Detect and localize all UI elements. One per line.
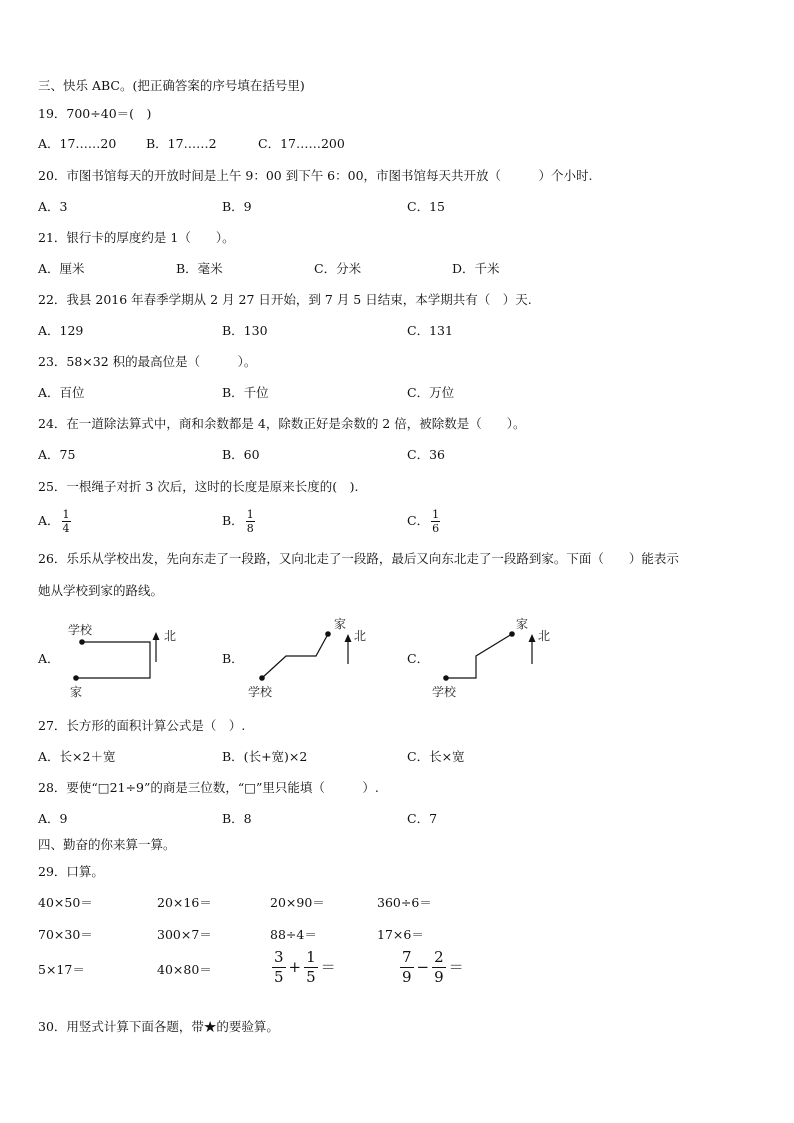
- north-arrow-icon: [345, 634, 352, 642]
- fraction-calc-2: [400, 950, 467, 985]
- label-home: 家: [334, 617, 347, 631]
- q21-option-b: B．毫米: [176, 261, 223, 276]
- label-north: 北: [538, 629, 551, 643]
- calc-item: 300×7＝: [157, 927, 212, 942]
- q23-option-c: C．万位: [407, 385, 455, 400]
- q26-option-a-label: A．: [38, 651, 60, 666]
- q27-option-b: B．(长+宽)×2: [222, 749, 308, 764]
- north-arrow-icon: [153, 632, 160, 640]
- north-arrow-icon: [529, 634, 536, 642]
- operator: −: [416, 958, 430, 976]
- question-23: 23．58×32 积的最高位是（ ）。: [38, 354, 257, 369]
- calc-item: 17×6＝: [377, 927, 424, 942]
- calc-item: 5×17＝: [38, 962, 85, 977]
- q28-option-a: A．9: [38, 811, 68, 826]
- q25-option-c: [407, 509, 440, 534]
- fraction: [432, 950, 446, 985]
- numerator: 1: [306, 948, 316, 966]
- q24-option-a: A．75: [38, 447, 76, 462]
- calc-item: 360÷6＝: [377, 895, 432, 910]
- question-29: 29．口算。: [38, 864, 104, 879]
- denominator: 9: [402, 968, 412, 986]
- denominator: 8: [246, 522, 254, 535]
- label-home: 家: [70, 685, 83, 699]
- q26-option-b-label: B．: [222, 651, 244, 666]
- q21-option-c: C．分米: [314, 261, 362, 276]
- fraction: [431, 509, 440, 534]
- q25-option-a: [38, 509, 71, 534]
- equals-sign: ＝: [448, 958, 464, 976]
- q22-option-b: B．130: [222, 323, 268, 338]
- q23-option-b: B．千位: [222, 385, 269, 400]
- numerator: 1: [62, 508, 70, 521]
- label-north: 北: [164, 629, 177, 643]
- q20-option-b: B．9: [222, 199, 252, 214]
- q19-option-a: A．17……20: [38, 136, 117, 151]
- label-north: 北: [354, 629, 367, 643]
- q20-option-a: A．3: [38, 199, 68, 214]
- q27-option-a: A．长×2＋宽: [38, 749, 116, 764]
- question-27: 27．长方形的面积计算公式是（ ）.: [38, 718, 246, 733]
- denominator: 5: [274, 968, 284, 986]
- label-home: 家: [516, 617, 529, 631]
- question-22: 22．我县 2016 年春季学期从 2 月 27 日开始，到 7 月 5 日结束，本学期共有（ ）天.: [38, 292, 532, 307]
- question-21: 21．银行卡的厚度约是 1（ ）。: [38, 230, 235, 245]
- denominator: 6: [432, 522, 440, 535]
- label-school: 学校: [248, 685, 273, 699]
- calc-item: 20×16＝: [157, 895, 212, 910]
- numerator: 3: [274, 948, 284, 966]
- label-school: 学校: [432, 685, 457, 699]
- route-diagram-a: [62, 618, 192, 702]
- question-26-line-1: 26．乐乐从学校出发，先向东走了一段路，又向北走了一段路，最后又向东北走了一段路到家。下面（ ）能表示: [38, 551, 679, 566]
- numerator: 1: [432, 508, 440, 521]
- question-25: 25．一根绳子对折 3 次后，这时的长度是原来长度的( ).: [38, 479, 359, 494]
- route-diagram-b: [244, 612, 374, 706]
- question-28: 28．要使“□21÷9”的商是三位数，“□”里只能填（ ）.: [38, 780, 379, 795]
- option-label: A．: [38, 513, 60, 528]
- q19-option-c: C．17……200: [258, 136, 345, 151]
- route-path: [76, 642, 150, 678]
- equals-sign: ＝: [320, 958, 336, 976]
- q21-option-a: A．厘米: [38, 261, 85, 276]
- home-dot: [73, 675, 79, 681]
- numerator: 2: [434, 948, 444, 966]
- fraction: [246, 509, 255, 534]
- fraction: [400, 950, 414, 985]
- section-3-title: 三、快乐 ABC。(把正确答案的序号填在括号里): [38, 78, 305, 93]
- route-diagram-c: [428, 612, 558, 706]
- fraction: [272, 950, 286, 985]
- fraction-calc-1: [272, 950, 339, 985]
- question-24: 24．在一道除法算式中，商和余数都是 4，除数正好是余数的 2 倍，被除数是（ ）。: [38, 416, 526, 431]
- fraction: [62, 509, 71, 534]
- option-label: C．: [407, 513, 430, 528]
- fraction: [304, 950, 318, 985]
- q28-option-c: C．7: [407, 811, 438, 826]
- q25-option-b: [222, 509, 255, 534]
- q28-option-b: B．8: [222, 811, 252, 826]
- calc-item: 20×90＝: [270, 895, 325, 910]
- route-path: [262, 634, 328, 678]
- school-dot: [443, 675, 449, 681]
- q23-option-a: A．百位: [38, 385, 85, 400]
- section-4-title: 四、勤奋的你来算一算。: [38, 837, 176, 852]
- numerator: 1: [246, 508, 254, 521]
- calc-item: 40×50＝: [38, 895, 93, 910]
- q24-option-b: B．60: [222, 447, 260, 462]
- q27-option-c: C．长×宽: [407, 749, 465, 764]
- q22-option-a: A．129: [38, 323, 84, 338]
- option-label: B．: [222, 513, 244, 528]
- operator: +: [288, 958, 302, 976]
- calc-item: 40×80＝: [157, 962, 212, 977]
- numerator: 7: [402, 948, 412, 966]
- calc-item: 70×30＝: [38, 927, 93, 942]
- route-path: [446, 634, 512, 678]
- school-dot: [259, 675, 265, 681]
- q24-option-c: C．36: [407, 447, 445, 462]
- q20-option-c: C．15: [407, 199, 445, 214]
- q26-option-c-label: C．: [407, 651, 430, 666]
- calc-item: 88÷4＝: [270, 927, 317, 942]
- label-school: 学校: [68, 623, 93, 637]
- question-30: 30．用竖式计算下面各题，带★的要验算。: [38, 1019, 279, 1034]
- q19-option-b: B．17……2: [146, 136, 217, 151]
- question-20: 20．市图书馆每天的开放时间是上午 9：00 到下午 6：00，市图书馆每天共开放（ ）个小时.: [38, 168, 593, 183]
- denominator: 5: [306, 968, 316, 986]
- q22-option-c: C．131: [407, 323, 453, 338]
- question-19: 19．700÷40＝( ): [38, 106, 152, 121]
- q21-option-d: D．千米: [452, 261, 500, 276]
- denominator: 4: [62, 522, 70, 535]
- denominator: 9: [434, 968, 444, 986]
- question-26-line-2: 她从学校到家的路线。: [38, 583, 164, 598]
